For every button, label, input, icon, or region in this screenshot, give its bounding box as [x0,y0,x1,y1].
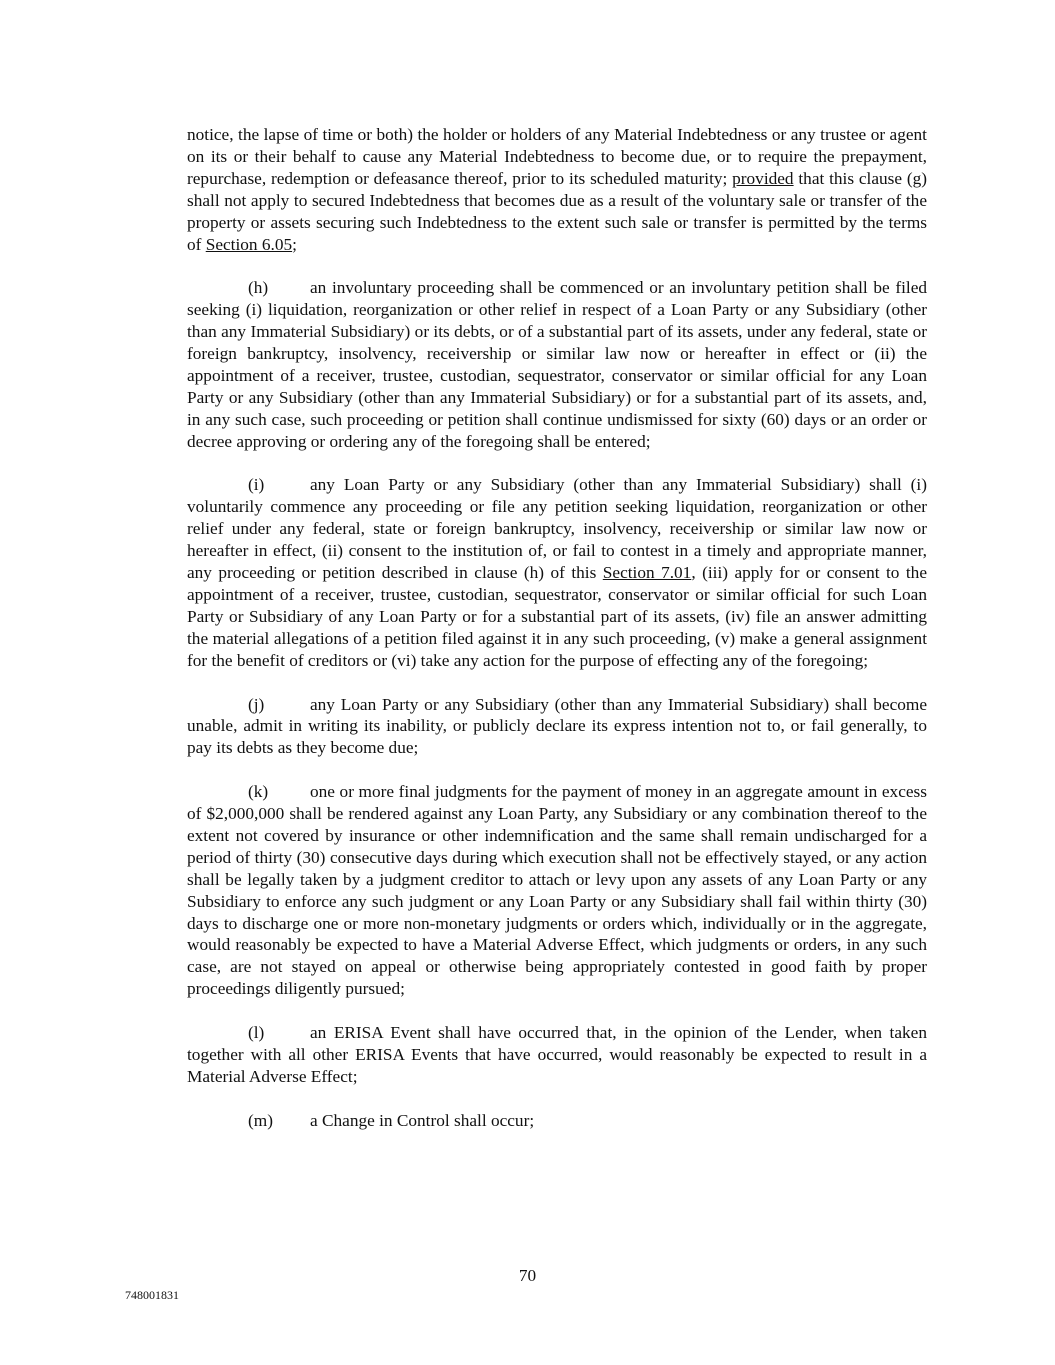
clause-h-text: an involuntary proceeding shall be commenced or an involuntary petition shall be filed seeking (i) liquidation, reorganization or other relief in respect of a Loan Party or any Subsidiary (other than any Immaterial Subsidiary) or its debts, or of a substantial part of its assets, under any federal, state or foreign bankruptcy, insolvency, receivership or similar law now or hereafter in effect or (ii) the appointment of a receiver, trustee, custodian, sequestrator, conservator or similar official for any Loan Party or any Subsidiary (other than any Immaterial Subsidiary) or for a substantial part of its assets, and, in any such case, such proceeding or petition shall continue undismissed for sixty (60) days or an order or decree approving or ordering any of the foregoing shall be entered; [187,278,927,451]
clause-g-continuation [187,124,927,255]
clause-i-text-end: , (iii) apply for or consent to the appointment of a receiver, trustee, custodian, sequestrator, conservator or similar official for such Loan Party or Subsidiary of any Loan Party or for a substantial part of its assets, (iv) file an answer admitting the material allegations of a petition filed against it in any such proceeding, (v) make a general assignment for the benefit of creditors or (vi) take any action for the purpose of effecting any of the foregoing; [187,563,927,670]
clause-h [187,277,927,452]
clause-j-label: (j) [248,694,265,714]
section-6-05-reference: Section 6.05 [205,234,293,254]
section-7-01-reference: Section 7.01 [602,563,692,583]
clause-l-label: (l) [248,1023,265,1043]
clause-g-text-middle: that this clause (g) shall not apply to secured Indebtedness that becomes due as a result of the voluntary sale or transfer of the property or assets securing such Indebtedness to the extent such sale or transfer is permitted by the terms of [187,168,927,254]
clause-j [187,694,927,760]
clause-m-text: a Change in Control shall occur; [310,1110,535,1130]
clause-g-text-start: notice, the lapse of time or both) the holder or holders of any Material Indebtedness or any trustee or agent on its or their behalf to cause any Material Indebtedness to become due, or to require the prepayment, repurchase, redemption or defeasance thereof, prior to its scheduled maturity; [187,125,927,188]
clause-k [187,781,927,1000]
clause-j-text: any Loan Party or any Subsidiary (other than any Immaterial Subsidiary) shall become unable, admit in writing its inability, or publicly declare its express intention not to, or fail generally, to pay its debts as they become due; [187,694,927,758]
clause-k-label: (k) [248,782,269,802]
clause-l [187,1022,927,1088]
document-id: 748001831 [125,1288,179,1302]
document-body [187,124,927,1153]
clause-k-text: one or more final judgments for the payment of money in an aggregate amount in excess of $2,000,000 shall be rendered against any Loan Party, any Subsidiary or any combination thereof to the extent not covered by insurance or other indemnification and the same shall remain undischarged for a period of thirty (30) consecutive days during which execution shall not be effectively stayed, or any action shall be legally taken by a judgment creditor to attach or levy upon any assets of any Loan Party or any Subsidiary to enforce any such judgment or any Loan Party or any Subsidiary shall fail within thirty (30) days to discharge one or more non-monetary judgments or orders which, individually or in the aggregate, would reasonably be expected to have a Material Adverse Effect, which judgments or orders, in any such case, are not stayed on appeal or otherwise being appropriately contested in good faith by proper proceedings diligently pursued; [187,782,927,999]
clause-i [187,474,927,671]
clause-m [187,1110,927,1132]
clause-i-label: (i) [248,475,265,495]
clause-g-text-end: ; [292,234,297,254]
page-number: 70 [518,1266,537,1285]
provided-term: provided [732,168,794,188]
clause-h-label: (h) [248,278,269,298]
clause-m-label: (m) [248,1110,273,1130]
clause-l-text: an ERISA Event shall have occurred that, in the opinion of the Lender, when taken together with all other ERISA Events that have occurred, would reasonably be expected to result in a Material Adverse Effect; [187,1023,927,1086]
clause-i-text-start: any Loan Party or any Subsidiary (other than any Immaterial Subsidiary) shall (i) voluntarily commence any proceeding or file any petition seeking liquidation, reorganization or other relief under any federal, state or foreign bankruptcy, insolvency, receivership or similar law now or hereafter in effect, (ii) consent to the institution of, or fail to contest in a timely and appropriate manner, any proceeding or petition described in clause (h) of this [187,475,927,583]
